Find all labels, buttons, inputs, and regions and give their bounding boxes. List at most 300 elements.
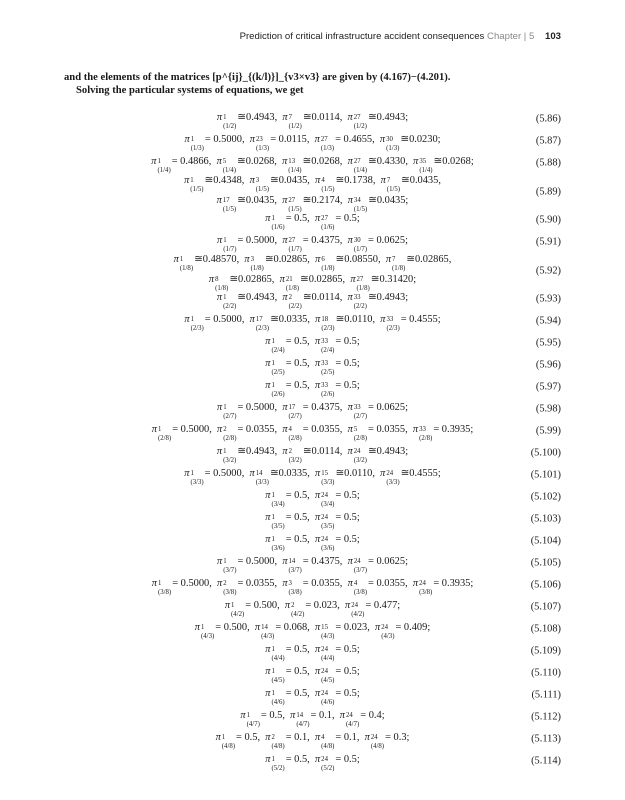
term-separator: , — [367, 622, 376, 633]
equation-term — [282, 553, 339, 573]
equation-term — [315, 531, 357, 551]
equation-term — [217, 289, 275, 309]
term-superscript: 27 — [288, 237, 296, 244]
term-subscript: (1/8) — [356, 284, 370, 292]
term-value: = 0.4555 — [400, 314, 438, 325]
term-value: = 0.5 — [335, 688, 357, 699]
term-subscript: (1/7) — [288, 246, 302, 253]
term-subscript: (3/6) — [271, 545, 285, 552]
term-superscript: 1 — [246, 712, 251, 719]
term-value: ≅0.48570 — [194, 253, 237, 265]
term-value: = 0.5000 — [237, 402, 275, 413]
index-stack — [256, 137, 269, 151]
equation-row — [64, 552, 561, 574]
term-subscript: (1/8) — [285, 284, 300, 292]
term-value: = 0.4 — [360, 710, 382, 721]
pi-symbol: π — [314, 490, 321, 501]
term-value: = 0.4866 — [171, 156, 209, 167]
term-subscript: (1/6) — [321, 224, 335, 231]
term-superscript: 1 — [271, 360, 275, 367]
equation-line — [265, 663, 359, 683]
index-stack — [256, 471, 269, 485]
term-value: = 0.5 — [285, 534, 308, 545]
pi-symbol: π — [265, 644, 271, 655]
index-stack — [271, 647, 284, 661]
term-superscript: 6 — [321, 255, 325, 263]
equation-row — [64, 288, 561, 310]
equation-row — [64, 618, 561, 640]
equation-term — [413, 153, 471, 173]
pi-symbol: π — [216, 292, 223, 303]
equation-term — [380, 465, 438, 485]
term-subscript: (3/7) — [353, 567, 368, 574]
term-value: ≅0.4943 — [367, 292, 406, 303]
term-separator: ; — [405, 556, 408, 567]
pi-symbol: π — [385, 253, 392, 265]
equation-row — [64, 706, 561, 728]
equation-body — [240, 707, 384, 727]
index-stack — [180, 257, 193, 271]
equation-term — [265, 210, 307, 230]
equation-number: (5.86) — [535, 113, 561, 125]
term-separator: ; — [381, 710, 385, 721]
equation-term — [152, 575, 209, 595]
term-separator: ; — [470, 156, 474, 167]
term-subscript: (3/3) — [321, 479, 335, 486]
index-stack — [247, 713, 260, 727]
term-superscript: 1 — [223, 558, 227, 565]
term-value: ≅0.08550 — [335, 253, 379, 265]
term-superscript: 1 — [157, 426, 162, 433]
term-value: = 0.5000 — [237, 235, 275, 246]
term-separator: , — [339, 292, 348, 303]
term-subscript: (2/7) — [288, 413, 302, 420]
pi-symbol: π — [224, 600, 231, 611]
term-separator: , — [342, 273, 351, 285]
equation-term — [265, 751, 307, 771]
pi-symbol: π — [412, 578, 419, 589]
pi-symbol: π — [265, 732, 271, 743]
pi-symbol: π — [364, 732, 370, 743]
term-separator: , — [307, 490, 315, 501]
pi-symbol: π — [151, 578, 157, 589]
equation-line — [265, 377, 359, 397]
equation-term — [217, 575, 274, 595]
equation-term — [240, 707, 282, 727]
pi-symbol: π — [217, 402, 223, 413]
equation-term — [217, 421, 274, 441]
pi-symbol: π — [339, 710, 346, 721]
index-stack — [321, 493, 334, 507]
equation-term — [315, 172, 373, 192]
term-separator: , — [356, 732, 365, 743]
equation-row — [64, 376, 561, 398]
term-subscript: (1/2) — [223, 123, 237, 130]
term-separator: ; — [405, 446, 409, 457]
intro-text — [64, 72, 564, 97]
term-subscript: (3/3) — [386, 479, 400, 486]
pi-symbol: π — [249, 468, 255, 479]
term-separator: , — [332, 710, 340, 721]
term-superscript: 1 — [190, 176, 194, 184]
pi-symbol: π — [217, 556, 223, 567]
pi-symbol: π — [282, 424, 288, 435]
pi-symbol: π — [284, 600, 291, 611]
equation-term — [315, 641, 357, 661]
term-superscript: 1 — [231, 602, 235, 609]
index-stack — [289, 115, 302, 129]
term-separator: ; — [356, 688, 360, 699]
pi-symbol: π — [265, 336, 271, 347]
equation-term — [217, 443, 275, 463]
term-value: = 0.5 — [335, 358, 357, 369]
term-superscript: 1 — [223, 294, 227, 301]
term-superscript: 34 — [353, 196, 361, 204]
term-value: = 0.5 — [335, 380, 357, 391]
equation-line — [265, 685, 359, 705]
equation-term — [413, 575, 470, 595]
equation-number: (5.95) — [535, 337, 561, 349]
pi-symbol: π — [216, 446, 223, 457]
term-value: ≅0.4943 — [237, 446, 275, 457]
term-superscript: 17 — [288, 404, 296, 411]
term-superscript: 33 — [321, 382, 328, 389]
term-superscript: 5 — [353, 426, 358, 433]
index-stack — [271, 691, 284, 705]
equation-line — [225, 597, 400, 617]
pi-symbol: π — [151, 156, 157, 167]
term-separator: , — [274, 292, 283, 303]
term-superscript: 27 — [320, 136, 328, 143]
term-subscript: (1/8) — [215, 284, 229, 292]
equation-body — [217, 289, 408, 309]
equation-number: (5.99) — [535, 425, 561, 437]
term-value: ≅0.4943 — [367, 446, 406, 457]
term-superscript: 1 — [221, 734, 226, 741]
equation-term — [225, 597, 277, 617]
term-superscript: 33 — [419, 426, 426, 433]
equation-term — [347, 289, 409, 310]
term-value: = 0.1 — [310, 710, 332, 721]
term-superscript: 4 — [353, 580, 358, 587]
equation-row — [64, 530, 561, 552]
index-stack — [419, 581, 432, 595]
term-value: = 0.3935 — [433, 578, 471, 589]
term-superscript: 1 — [271, 646, 275, 653]
index-stack — [351, 603, 364, 617]
term-separator: , — [241, 174, 250, 186]
equation-term — [217, 553, 274, 573]
index-stack — [289, 405, 302, 419]
term-superscript: 1 — [190, 316, 194, 323]
term-superscript: 30 — [386, 136, 393, 143]
index-stack — [158, 159, 171, 173]
index-stack — [321, 669, 334, 683]
term-separator: , — [271, 273, 280, 285]
equation-number: (5.102) — [530, 491, 561, 503]
term-separator: , — [448, 253, 452, 265]
term-superscript: 24 — [353, 448, 361, 455]
term-value: = 0.4375 — [302, 235, 340, 246]
term-separator: ; — [437, 314, 441, 325]
equation-line — [216, 729, 410, 749]
equation-line — [217, 232, 408, 252]
term-subscript: (4/3) — [201, 633, 215, 640]
term-value: = 0.5000 — [204, 468, 242, 479]
term-superscript: 3 — [255, 176, 260, 184]
equation-term — [184, 465, 241, 485]
equation-body — [151, 153, 473, 173]
equation-number: (5.91) — [535, 236, 561, 248]
equation-term — [347, 443, 409, 464]
term-separator: , — [274, 446, 283, 457]
equation-term — [174, 251, 237, 271]
term-subscript: (2/8) — [353, 435, 368, 442]
index-stack — [271, 361, 284, 375]
equation-term — [265, 641, 307, 661]
equation-line — [184, 131, 440, 151]
term-superscript: 1 — [271, 215, 275, 222]
term-value: ≅0.0435 — [401, 174, 439, 186]
equation-term — [265, 333, 307, 353]
equation-number: (5.98) — [535, 403, 561, 415]
equation-line — [195, 619, 430, 639]
index-stack — [321, 383, 334, 397]
term-separator: ; — [405, 292, 409, 303]
term-value: = 0.1 — [285, 732, 308, 743]
term-separator: ; — [356, 213, 360, 224]
term-value: = 0.068 — [275, 622, 308, 633]
term-subscript: (2/3) — [386, 325, 400, 332]
term-superscript: 24 — [370, 734, 378, 741]
term-value: = 0.0625 — [368, 402, 406, 413]
pi-symbol: π — [344, 600, 351, 611]
equation-number: (5.96) — [535, 359, 561, 371]
equation-line — [265, 751, 359, 771]
term-value: = 0.0355 — [302, 424, 340, 435]
term-superscript: 24 — [321, 646, 328, 653]
index-stack — [271, 339, 284, 353]
term-superscript: 17 — [222, 196, 230, 204]
term-separator: , — [438, 174, 441, 186]
equation-body — [217, 109, 408, 129]
term-separator: ; — [356, 336, 360, 347]
index-stack — [321, 471, 334, 485]
equation-line — [265, 641, 359, 661]
pi-symbol: π — [314, 644, 321, 655]
pi-symbol: π — [314, 134, 320, 145]
term-superscript: 27 — [353, 114, 361, 121]
equation-number: (5.92) — [535, 265, 561, 276]
term-separator: , — [209, 578, 218, 589]
index-stack — [256, 178, 269, 192]
index-stack — [346, 713, 359, 727]
term-value: ≅0.4943 — [237, 292, 275, 303]
equation-term — [413, 421, 470, 441]
term-separator: , — [241, 314, 250, 325]
pi-symbol: π — [282, 578, 288, 589]
pi-symbol: π — [217, 424, 223, 435]
term-separator: , — [339, 424, 348, 435]
index-stack — [201, 625, 214, 639]
term-separator: , — [307, 336, 315, 347]
term-separator: , — [306, 134, 315, 145]
term-separator: ; — [356, 380, 360, 391]
term-superscript: 1 — [223, 114, 227, 121]
index-stack — [222, 735, 235, 749]
term-superscript: 2 — [288, 294, 292, 301]
term-value: ≅0.0110 — [335, 314, 373, 325]
pi-symbol: π — [347, 112, 353, 123]
pi-symbol: π — [314, 358, 321, 369]
index-stack — [223, 449, 236, 463]
equation-line — [217, 289, 408, 309]
equation-body — [265, 509, 359, 529]
term-subscript: (1/4) — [353, 167, 368, 174]
term-subscript: (1/4) — [157, 167, 171, 174]
index-stack — [289, 581, 302, 595]
index-stack — [190, 471, 203, 485]
term-separator: , — [208, 156, 217, 167]
term-superscript: 2 — [223, 426, 227, 433]
pi-symbol: π — [282, 556, 288, 567]
term-subscript: (3/2) — [223, 457, 237, 464]
term-value: = 0.5 — [285, 666, 308, 677]
term-separator: , — [339, 194, 348, 206]
pi-symbol: π — [347, 446, 353, 457]
equation-body — [265, 531, 359, 551]
term-value: = 0.5000 — [172, 424, 210, 435]
term-superscript: 2 — [291, 602, 295, 609]
term-subscript: (4/3) — [381, 633, 395, 640]
index-stack — [271, 515, 284, 529]
term-subscript: (4/4) — [321, 655, 335, 662]
term-superscript: 1 — [271, 492, 275, 499]
pi-symbol: π — [184, 134, 190, 145]
index-stack — [354, 581, 367, 595]
term-value: = 0.1 — [335, 732, 357, 743]
equation-line — [184, 311, 440, 331]
equation-term — [152, 421, 209, 441]
term-superscript: 24 — [346, 712, 353, 719]
pi-symbol: π — [184, 174, 190, 186]
term-superscript: 24 — [321, 514, 328, 521]
term-superscript: 8 — [215, 275, 219, 283]
equation-term — [315, 251, 378, 271]
term-separator: , — [274, 235, 283, 246]
index-stack — [271, 757, 284, 771]
equation-body — [265, 210, 359, 230]
term-value: ≅0.0268 — [433, 156, 471, 167]
intro-line-1: and the elements of the matrices [p^{ij}_{(k/l)}]_{v3×v3} are given by (4.167)−(4.201). — [64, 72, 451, 83]
equation-term — [250, 131, 307, 151]
term-separator: ; — [427, 622, 431, 633]
pi-symbol: π — [314, 732, 321, 743]
term-separator: ; — [437, 134, 441, 145]
term-subscript: (1/4) — [222, 167, 236, 174]
term-superscript: 33 — [321, 338, 328, 345]
term-separator: , — [307, 358, 315, 369]
equation-term — [290, 707, 332, 727]
equation-term — [217, 232, 274, 252]
equation-list — [64, 108, 561, 772]
term-separator: , — [339, 112, 348, 123]
term-subscript: (3/8) — [419, 589, 433, 596]
term-separator: , — [307, 666, 315, 677]
term-subscript: (3/7) — [288, 567, 302, 574]
equation-term — [348, 232, 405, 252]
equation-term — [315, 619, 367, 639]
term-separator: , — [307, 754, 315, 765]
term-subscript: (2/5) — [321, 369, 335, 376]
index-stack — [289, 559, 302, 573]
term-separator: , — [241, 134, 250, 145]
term-superscript: 1 — [223, 404, 227, 411]
term-subscript: (2/5) — [271, 369, 285, 376]
term-separator: , — [372, 134, 380, 145]
term-subscript: (3/3) — [190, 479, 204, 486]
term-value: = 0.0355 — [237, 424, 275, 435]
term-separator: ; — [406, 732, 410, 743]
equation-body — [184, 311, 440, 331]
term-subscript: (1/3) — [320, 145, 335, 152]
equation-term — [315, 465, 372, 485]
equation-term — [265, 377, 307, 397]
term-superscript: 24 — [321, 492, 328, 499]
term-separator: , — [405, 156, 414, 167]
term-separator: ; — [356, 358, 360, 369]
pi-symbol: π — [173, 253, 179, 265]
term-separator: , — [378, 253, 386, 265]
equation-term — [244, 251, 307, 271]
term-separator: , — [307, 622, 315, 633]
equation-term — [375, 619, 427, 639]
pi-symbol: π — [265, 380, 271, 391]
equation-term — [217, 399, 274, 419]
term-subscript: (1/5) — [222, 205, 237, 213]
term-superscript: 4 — [288, 426, 292, 433]
term-subscript: (1/2) — [353, 123, 367, 130]
term-subscript: (1/8) — [179, 264, 194, 272]
equation-body — [152, 421, 474, 441]
term-separator: ; — [437, 468, 441, 479]
term-value: ≅0.0110 — [335, 468, 373, 479]
term-superscript: 27 — [356, 275, 364, 283]
equation-term — [315, 210, 357, 230]
header-title: Prediction of critical infrastructure accident consequences — [239, 31, 485, 42]
term-superscript: 27 — [353, 158, 361, 165]
pi-symbol: π — [265, 534, 271, 545]
pi-symbol: π — [279, 273, 285, 285]
equation-number: (5.109) — [530, 645, 561, 657]
pi-symbol: π — [290, 710, 296, 721]
term-subscript: (1/5) — [386, 185, 401, 193]
term-subscript: (1/8) — [392, 264, 406, 272]
term-superscript: 24 — [321, 536, 328, 543]
pi-symbol: π — [282, 156, 288, 167]
term-value: = 0.5 — [285, 358, 308, 369]
equation-term — [282, 153, 340, 173]
term-value: = 0.0355 — [368, 424, 406, 435]
term-separator: , — [372, 468, 381, 479]
term-subscript: (3/8) — [157, 589, 172, 596]
index-stack — [321, 339, 334, 353]
equation-body — [265, 355, 359, 375]
pi-symbol: π — [350, 273, 356, 285]
equation-number: (5.89) — [535, 186, 561, 197]
term-value: = 0.023 — [305, 600, 338, 611]
equation-number: (5.107) — [530, 601, 561, 613]
